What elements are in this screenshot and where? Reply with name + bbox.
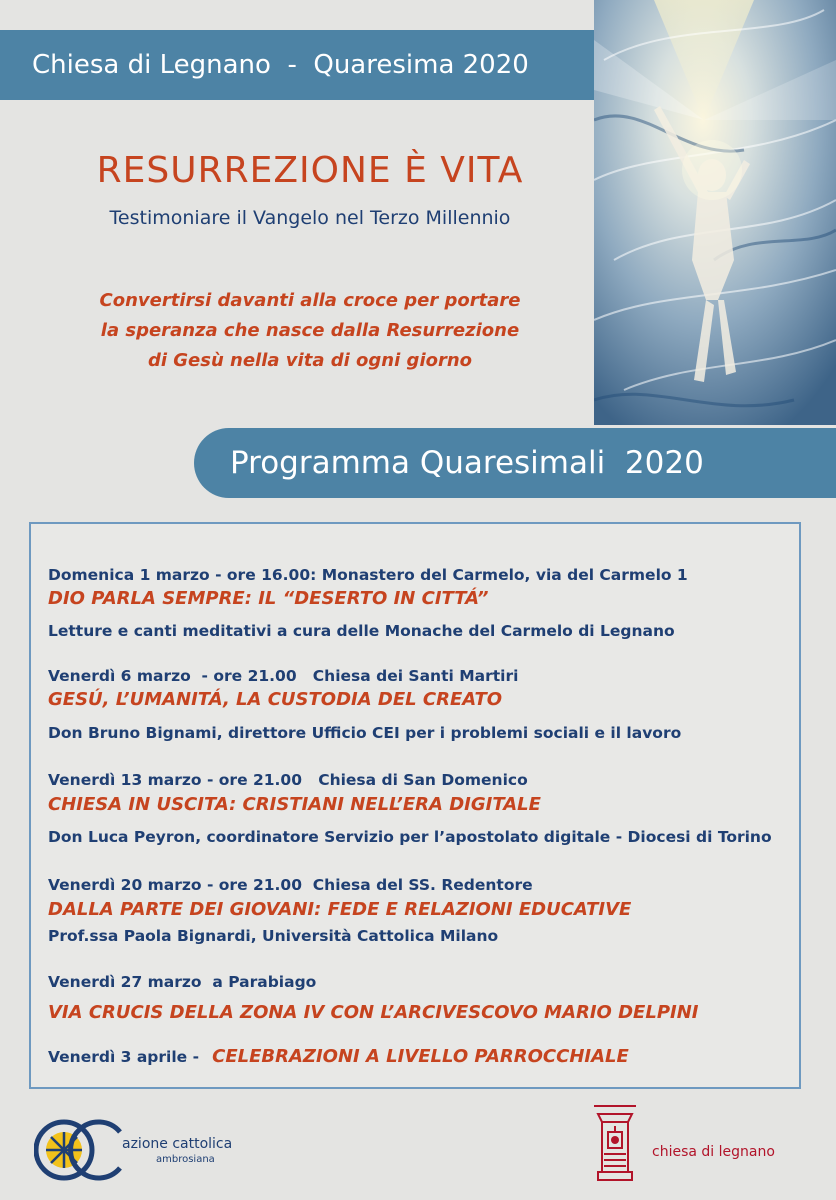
event-3-speaker: Don Luca Peyron, coordinatore Servizio per l’apostolato digitale - Diocesi di Torino bbox=[48, 828, 772, 846]
event-4-head: Venerdì 20 marzo - ore 21.00 Chiesa del SS. Redentore bbox=[48, 876, 533, 894]
azione-cattolica-name: azione cattolica bbox=[122, 1136, 233, 1152]
church-tower-icon bbox=[590, 1104, 640, 1182]
event-6-title: CELEBRAZIONI A LIVELLO PARROCCHIALE bbox=[212, 1046, 629, 1067]
event-3-title: CHIESA IN USCITA: CRISTIANI NELL’ERA DIGITALE bbox=[48, 794, 541, 815]
chiesa-di-legnano-logo bbox=[590, 1104, 800, 1184]
intro-line: la speranza che nasce dalla Resurrezione bbox=[100, 320, 520, 341]
event-1-title: DIO PARLA SEMPRE: IL “DESERTO IN CITTÁ” bbox=[48, 588, 489, 609]
header-banner bbox=[0, 30, 640, 100]
chiesa-di-legnano-name: chiesa di legnano bbox=[652, 1144, 775, 1160]
event-2-title: GESÚ, L’UMANITÁ, LA CUSTODIA DEL CREATO bbox=[48, 689, 503, 710]
event-5-title: VIA CRUCIS DELLA ZONA IV CON L’ARCIVESCOVO MARIO DELPINI bbox=[48, 1002, 699, 1023]
header-title: Chiesa di Legnano - Quaresima 2020 bbox=[32, 50, 529, 80]
azione-cattolica-mark: ac bbox=[80, 1158, 82, 1159]
program-banner-title: Programma Quaresimali 2020 bbox=[230, 445, 704, 481]
resurrection-artwork-image bbox=[594, 0, 836, 425]
main-title: RESURREZIONE È VITA bbox=[96, 150, 524, 191]
event-1-head: Domenica 1 marzo - ore 16.00: Monastero del Carmelo, via del Carmelo 1 bbox=[48, 566, 688, 584]
program-list bbox=[29, 522, 801, 1089]
event-4-speaker: Prof.ssa Paola Bignardi, Università Cattolica Milano bbox=[48, 927, 499, 945]
event-4-title: DALLA PARTE DEI GIOVANI: FEDE E RELAZIONI EDUCATIVE bbox=[48, 899, 632, 920]
event-1-speaker: Letture e canti meditativi a cura delle Monache del Carmelo di Legnano bbox=[48, 622, 675, 640]
intro-text bbox=[0, 286, 620, 376]
intro-line: di Gesù nella vita di ogni giorno bbox=[147, 350, 473, 371]
event-6 bbox=[48, 1046, 629, 1067]
event-5-head: Venerdì 27 marzo a Parabiago bbox=[48, 973, 317, 991]
intro-line: Convertirsi davanti alla croce per portare bbox=[99, 290, 521, 311]
event-3-head: Venerdì 13 marzo - ore 21.00 Chiesa di San Domenico bbox=[48, 771, 528, 789]
azione-cattolica-emblem-icon bbox=[34, 1118, 124, 1182]
program-banner bbox=[194, 428, 836, 498]
event-6-head: Venerdì 3 aprile - bbox=[48, 1048, 200, 1066]
event-2-head: Venerdì 6 marzo - ore 21.00 Chiesa dei Santi Martiri bbox=[48, 667, 519, 685]
azione-cattolica-subname: ambrosiana bbox=[156, 1154, 215, 1165]
subtitle: Testimoniare il Vangelo nel Terzo Millennio bbox=[109, 207, 511, 229]
event-2-speaker: Don Bruno Bignami, direttore Ufficio CEI per i problemi sociali e il lavoro bbox=[48, 724, 682, 742]
azione-cattolica-logo bbox=[34, 1118, 234, 1182]
